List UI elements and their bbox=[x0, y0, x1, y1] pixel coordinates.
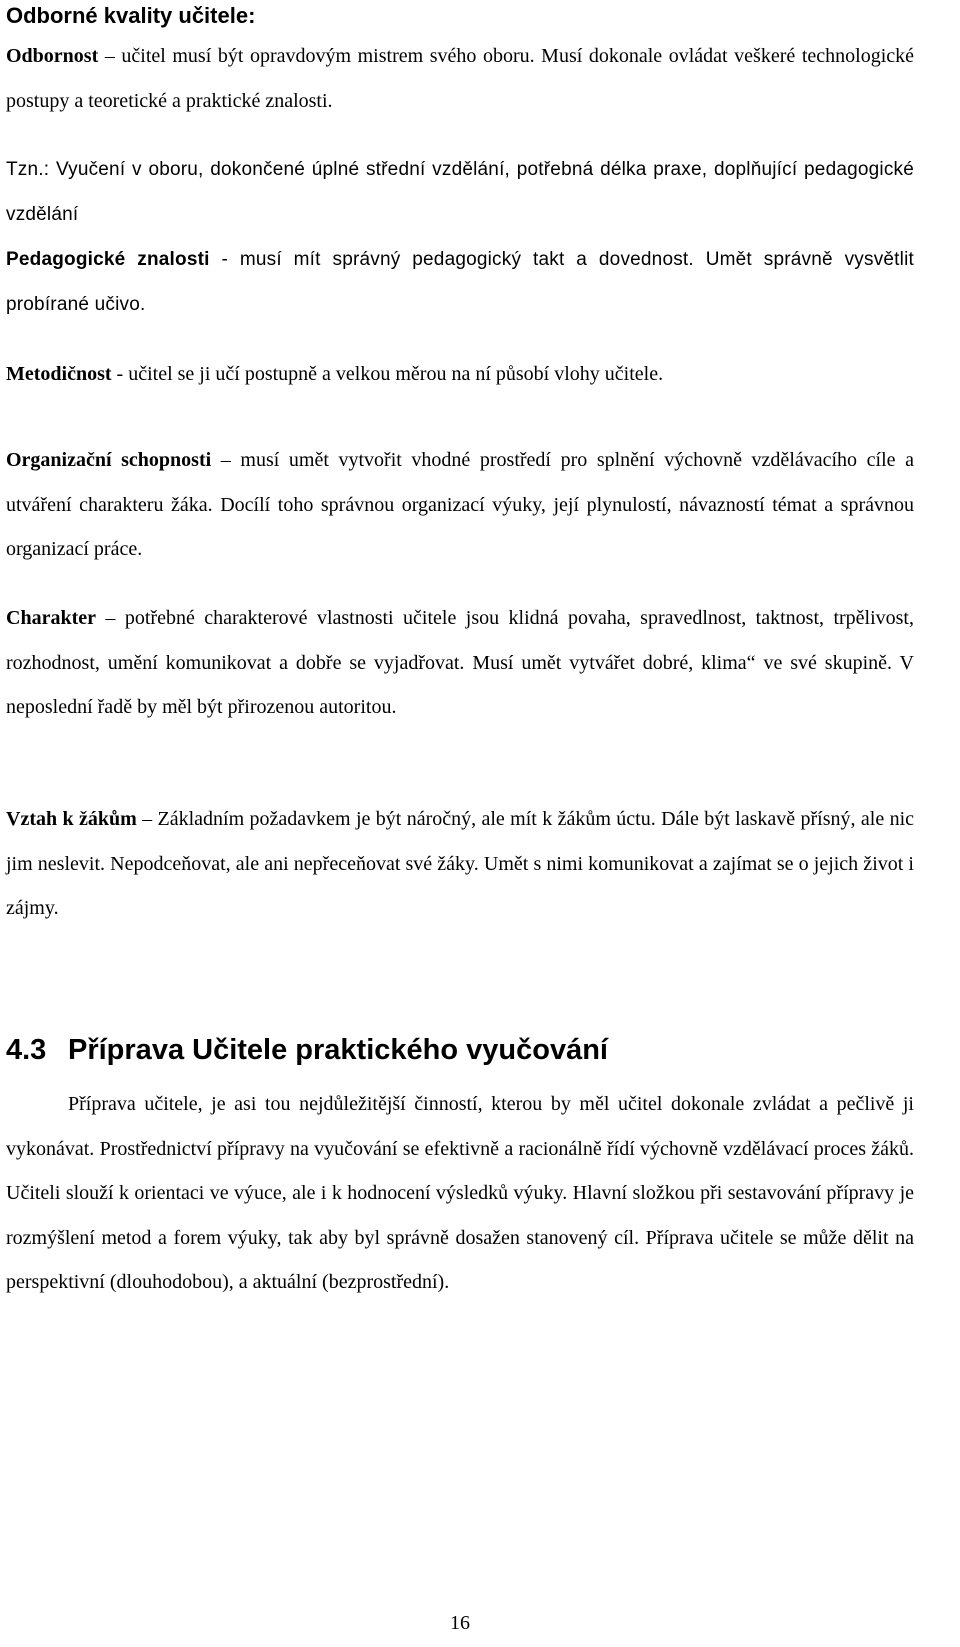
paragraph-odbornost bbox=[6, 34, 914, 123]
term-charakter: Charakter bbox=[6, 607, 96, 629]
paragraph-metodicnost bbox=[6, 352, 914, 397]
paragraph-vztah-k-zakum bbox=[6, 797, 914, 931]
term-vztah-k-zakum: Vztah k žákům bbox=[6, 808, 137, 830]
text-tzn: Tzn.: Vyučení v oboru, dokončené úplné střední vzdělání, potřebná délka praxe, doplňující pedagogické vzdělání bbox=[6, 159, 914, 225]
chapter-heading bbox=[6, 1030, 608, 1070]
page-number: 16 bbox=[450, 1612, 470, 1634]
text-vztah-k-zakum: – Základním požadavkem je být náročný, ale mít k žákům úctu. Dále být laskavě přísný, ale nic jim neslevit. Nepodceňovat, ale ani nepřeceňovat své žáky. Umět s nimi komunikovat a zajímat se o jejich život i zájmy. bbox=[6, 808, 914, 919]
term-organizacni-schopnosti: Organizační schopnosti bbox=[6, 449, 212, 471]
paragraph-organizacni-schopnosti bbox=[6, 438, 914, 572]
chapter-paragraph: Příprava učitele, je asi tou nejdůležitější činností, kterou by měl učitel dokonale zvládat a pečlivě ji vykonávat. Prostřednictví přípravy na vyučování se efektivně a racionálně řídí výchovně vzdělávací proces žáků. Učiteli slouží k orientaci ve výuce, ale i k hodnocení výsledků výuky. Hlavní složkou při sestavování přípravy je rozmýšlení metod a forem výuky, tak aby byl správně dosažen stanovený cíl. Příprava učitele se může dělit na perspektivní (dlouhodobou), a aktuální (bezprostřední). bbox=[6, 1093, 914, 1293]
text-pedagogicke-znalosti: - musí mít správný pedagogický takt a dovednost. Umět správně vysvětlit probírané učivo. bbox=[6, 249, 914, 315]
chapter-number: 4.3 bbox=[6, 1034, 47, 1066]
text-charakter: – potřebné charakterové vlastnosti učitele jsou klidná povaha, spravedlnost, taktnost, trpělivost, rozhodnost, umění komunikovat a dobře se vyjadřovat. Musí umět vytvářet dobré, klima“ ve své skupině. V neposlední řadě by měl být přirozenou autoritou. bbox=[6, 607, 914, 718]
text-organizacni-schopnosti: – musí umět vytvořit vhodné prostředí pro splnění výchovně vzdělávacího cíle a utváření charakteru žáka. Docílí toho správnou organizací výuky, její plynulostí, návazností témat a správnou organizací práce. bbox=[6, 449, 915, 560]
term-metodicnost: Metodičnost bbox=[6, 363, 112, 385]
term-pedagogicke-znalosti: Pedagogické znalosti bbox=[6, 249, 210, 270]
paragraph-tzn bbox=[6, 148, 914, 237]
paragraph-charakter bbox=[6, 596, 914, 730]
text-metodicnost: - učitel se ji učí postupně a velkou měrou na ní působí vlohy učitele. bbox=[111, 363, 664, 385]
section-title: Odborné kvality učitele: bbox=[6, 3, 256, 28]
text-odbornost: – učitel musí být opravdovým mistrem svého oboru. Musí dokonale ovládat veškeré technologické postupy a teoretické a praktické znalosti. bbox=[6, 45, 914, 112]
chapter-title: Příprava Učitele praktického vyučování bbox=[68, 1034, 608, 1066]
paragraph-pedagogicke-znalosti bbox=[6, 238, 914, 327]
term-odbornost: Odbornost bbox=[6, 45, 99, 67]
